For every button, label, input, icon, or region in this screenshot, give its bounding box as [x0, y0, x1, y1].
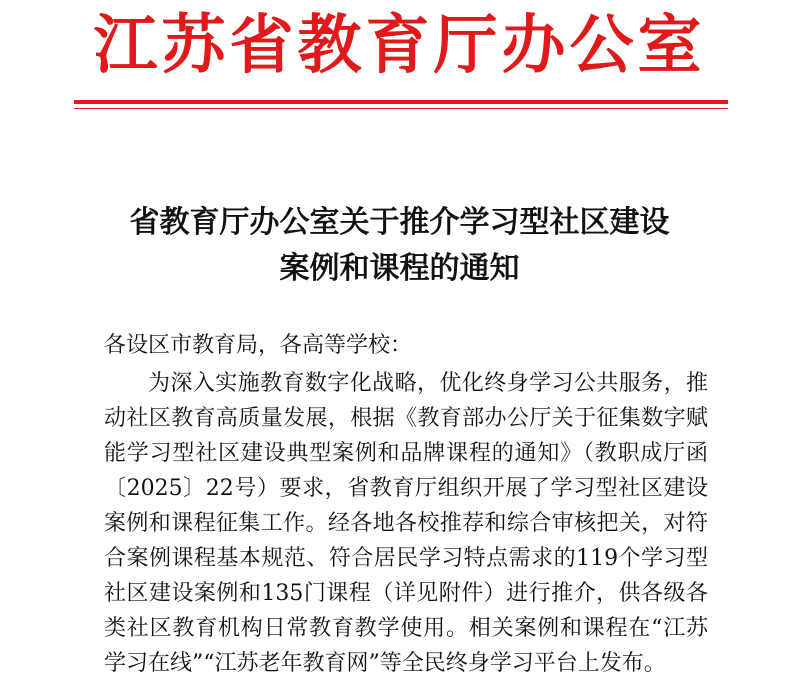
- salutation: 各设区市教育局，各高等学校：: [104, 333, 413, 358]
- document-title-line-2: 案例和课程的通知: [279, 251, 520, 286]
- header-red-rule-thick: [74, 100, 728, 104]
- document-title-line-1: 省教育厅办公室关于推介学习型社区建设: [129, 205, 670, 240]
- body-paragraph: 为深入实施教育数字化战略，优化终身学习公共服务，推动社区教育高质量发展，根据《教育部办公厅关于征集数字赋能学习型社区建设典型案例和品牌课程的通知》（教职成厅函〔2025〕22号）要求，省教育厅组织开展了学习型社区建设案例和课程征集工作。经各地各校推荐和综合审核把关，对符合案例课程基本规范、符合居民学习特点需求的119个学习型社区建设案例和135门课程（详见附件）进行推介，供各级各类社区教育机构日常教育教学使用。相关案例和课程在“江苏学习在线”“江苏老年教育网”等全民终身学习平台上发布。: [104, 371, 708, 676]
- issuing-office-header: 江苏省教育厅办公室: [93, 8, 706, 83]
- header-red-rule-thin: [74, 108, 728, 109]
